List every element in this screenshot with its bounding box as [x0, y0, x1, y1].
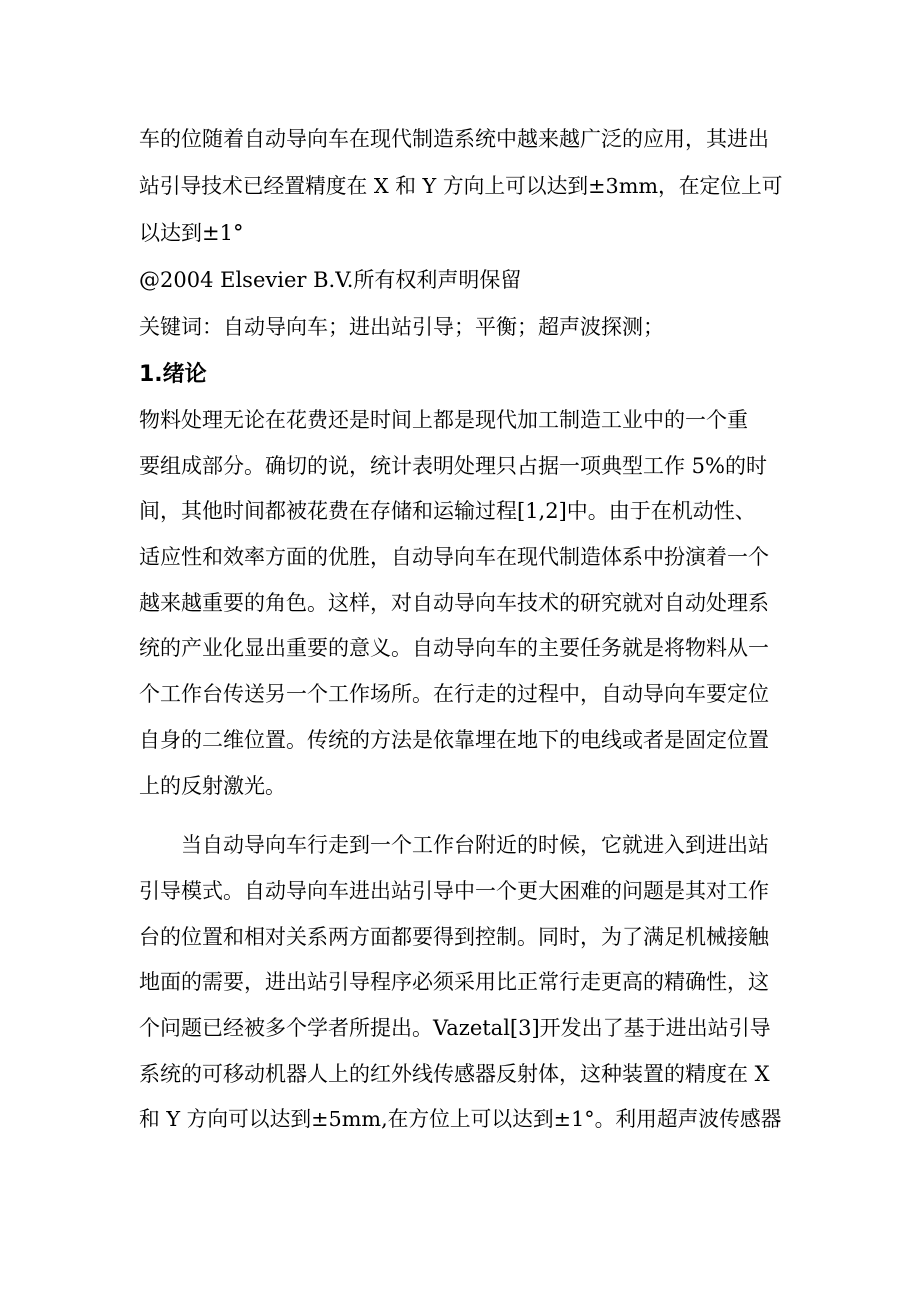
paragraph-line: 个工作台传送另一个工作场所。在行走的过程中，自动导向车要定位 — [139, 682, 769, 707]
paragraph-line: 物料处理无论在花费还是时间上都是现代加工制造工业中的一个重 — [139, 408, 748, 432]
paragraph-1 — [139, 398, 787, 809]
paragraph-gap — [139, 809, 787, 823]
paragraph-line: 越来越重要的角色。这样，对自动导向车技术的研究就对自动处理系 — [139, 590, 769, 615]
copyright-notice: @2004 Elsevier B.V.所有权利声明保留 — [139, 268, 522, 292]
abstract-text — [139, 116, 787, 257]
paragraph-2 — [139, 823, 787, 1143]
paragraph-line: 统的产业化显出重要的意义。自动导向车的主要任务就是将物料从一 — [139, 636, 769, 661]
paragraph-line: 当自动导向车行走到一个工作台附近的时候，它就进入到进出站 — [181, 833, 769, 858]
paragraph-line: 系统的可移动机器人上的红外线传感器反射体，这种装置的精度在 X — [139, 1061, 770, 1086]
paragraph-line: 要组成部分。确切的说，统计表明处理只占据一项典型工作 5%的时 — [139, 453, 767, 478]
paragraph-line: 上的反射激光。 — [139, 773, 286, 798]
paragraph-line: 间，其他时间都被花费在存储和运输过程[1,2]中。由于在机动性、 — [139, 499, 756, 524]
abstract-line: 车的位随着自动导向车在现代制造系统中越来越广泛的应用，其进出 — [139, 127, 769, 151]
keywords-line: 关键词：自动导向车；进出站引导；平衡；超声波探测； — [139, 315, 664, 339]
paragraph-line: 台的位置和相对关系两方面都要得到控制。同时，为了满足机械接触 — [139, 924, 769, 949]
paragraph-line: 地面的需要，进出站引导程序必须采用比正常行走更高的精确性，这 — [139, 970, 769, 995]
paragraph-line: 和 Y 方向可以达到±5mm,在方位上可以达到±1°。利用超声波传感器 — [139, 1107, 782, 1132]
paragraph-line: 个问题已经被多个学者所提出。Vazetal[3]开发出了基于进出站引导 — [139, 1015, 771, 1040]
abstract-line: 站引导技术已经置精度在 X 和 Y 方向上可以达到±3mm，在定位上可 — [139, 174, 783, 198]
paragraph-line: 引导模式。自动导向车进出站引导中一个更大困难的问题是其对工作 — [139, 878, 769, 903]
paragraph-line: 适应性和效率方面的优胜，自动导向车在现代制造体系中扮演着一个 — [139, 545, 769, 570]
abstract-line: 以达到±1° — [139, 221, 244, 245]
section-heading: 1.绪论 — [139, 362, 207, 387]
document-page — [139, 116, 787, 1143]
paragraph-line: 自身的二维位置。传统的方法是依靠埋在地下的电线或者是固定位置 — [139, 727, 769, 752]
